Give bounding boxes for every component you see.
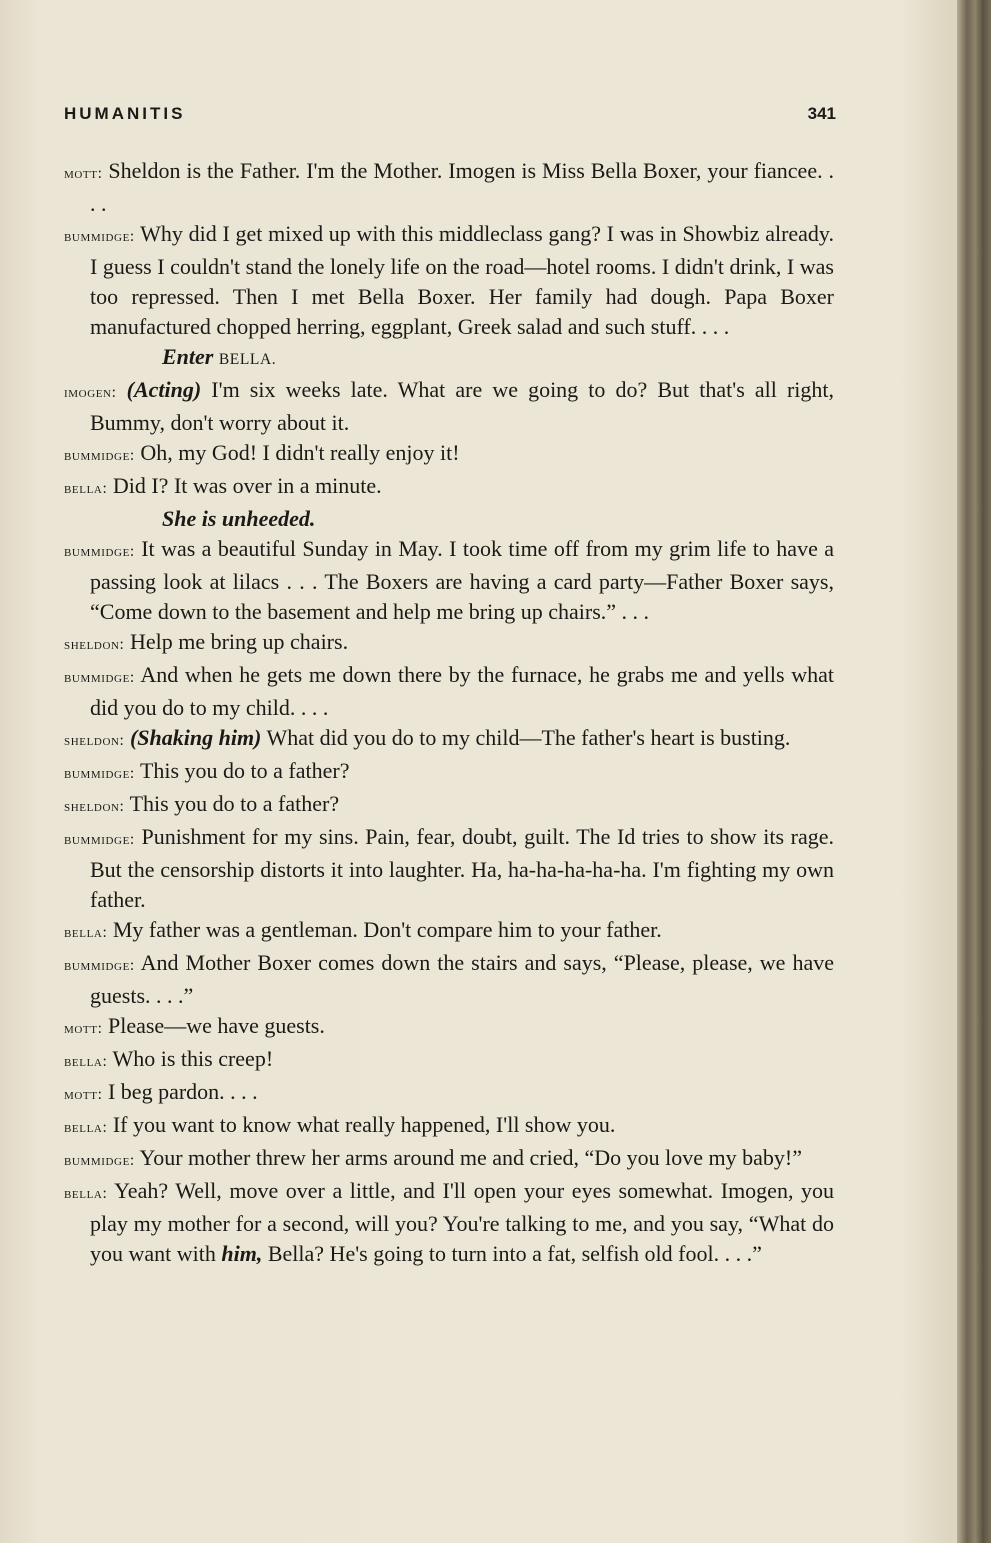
acting-direction: (Shaking him) xyxy=(129,725,262,750)
speaker-name: bummidge: xyxy=(64,669,135,686)
page-number: 341 xyxy=(807,104,836,123)
acting-direction: (Acting) xyxy=(126,377,202,402)
speech-text: Did I? It was over in a minute. xyxy=(112,473,382,498)
speaker-name: bummidge: xyxy=(64,957,135,974)
speaker-name: bella: xyxy=(64,1119,108,1136)
emphasized-word: him, xyxy=(221,1241,263,1266)
speech-bummidge xyxy=(64,948,834,1011)
speech-text: This you do to a father? xyxy=(129,791,340,816)
speech-bummidge xyxy=(64,660,834,723)
speaker-name: sheldon: xyxy=(64,798,125,815)
speech-mott xyxy=(64,1077,834,1110)
speech-bella xyxy=(64,1044,834,1077)
speech-text: I beg pardon. . . . xyxy=(107,1079,258,1104)
speech-mott xyxy=(64,1011,834,1044)
speaker-name: sheldon: xyxy=(64,732,125,749)
speech-sheldon xyxy=(64,723,834,756)
speaker-name: mott: xyxy=(64,165,103,182)
speech-text: Why did I get mixed up with this middleclass gang? I was in Showbiz already. I guess I couldn't stand the lonely life on the road—hotel rooms. I didn't drink, I was too repressed. Then I met Bella Boxer. Her family had dough. Papa Boxer manufactured chopped herring, eggplant, Greek salad and such stuff. . . . xyxy=(90,221,834,339)
speech-text: Punishment for my sins. Pain, fear, doubt, guilt. The Id tries to show its rage. But the censorship distorts it into laughter. Ha, ha-ha-ha-ha-ha. I'm fighting my own father. xyxy=(90,824,835,912)
speaker-name: bummidge: xyxy=(64,447,135,464)
speaker-name: bummidge: xyxy=(64,228,135,245)
speaker-name: bummidge: xyxy=(64,765,135,782)
speech-text: Sheldon is the Father. I'm the Mother. Imogen is Miss Bella Boxer, your fiancee. . . . xyxy=(90,158,835,216)
speaker-name: bummidge: xyxy=(64,1152,135,1169)
speech-bella xyxy=(64,1176,834,1269)
speech-bummidge xyxy=(64,219,834,342)
speech-text: I'm six weeks late. What are we going to do? But that's all right, Bummy, don't worry about it. xyxy=(90,377,835,435)
speech-bella xyxy=(64,471,834,504)
stage-direction-text: She is unheeded. xyxy=(162,506,316,531)
speech-text: Who is this creep! xyxy=(112,1046,274,1071)
speech-text: Your mother threw her arms around me and cried, “Do you love my baby!” xyxy=(139,1145,802,1170)
speech-text: Oh, my God! I didn't really enjoy it! xyxy=(140,440,460,465)
speech-bella xyxy=(64,1110,834,1143)
speaker-name: bella: xyxy=(64,1185,108,1202)
stage-direction xyxy=(64,504,834,534)
speaker-name: bella: xyxy=(64,480,108,497)
speech-text: Yeah? Well, move over a little, and I'll open your eyes somewhat. Imogen, you play my mother for a second, will you? You're talking to me, and you say, “What do you want with xyxy=(90,1178,835,1266)
speech-text: Bella? He's going to turn into a fat, selfish old fool. . . .” xyxy=(267,1241,762,1266)
speech-bummidge xyxy=(64,756,834,789)
stage-direction xyxy=(64,342,834,375)
speech-text: It was a beautiful Sunday in May. I took time off from my grim life to have a passing look at lilacs . . . The Boxers are having a card party—Father Boxer says, “Come down to the basement and help me bring up chairs.” . . . xyxy=(90,536,834,624)
speech-bummidge xyxy=(64,438,834,471)
stage-direction-text: Enter xyxy=(162,344,214,369)
speech-text: If you want to know what really happened, I'll show you. xyxy=(112,1112,616,1137)
speech-text: My father was a gentleman. Don't compare him to your father. xyxy=(112,917,662,942)
speaker-name: bella: xyxy=(64,924,108,941)
speech-bummidge xyxy=(64,1143,834,1176)
speech-sheldon xyxy=(64,789,834,822)
speaker-name: bummidge: xyxy=(64,831,135,848)
running-head: HUMANITIS xyxy=(64,104,186,123)
speaker-name: mott: xyxy=(64,1086,103,1103)
speech-text: And Mother Boxer comes down the stairs and says, “Please, please, we have guests. . . .” xyxy=(90,950,834,1008)
speaker-name: sheldon: xyxy=(64,636,125,653)
speech-text: And when he gets me down there by the furnace, he grabs me and yells what did you do to my child. . . . xyxy=(90,662,834,720)
speaker-name: imogen: xyxy=(64,384,117,401)
speech-text: What did you do to my child—The father's heart is busting. xyxy=(266,725,791,750)
speech-imogen xyxy=(64,375,834,438)
page-header xyxy=(64,104,836,130)
play-text xyxy=(64,156,834,1269)
speaker-name: mott: xyxy=(64,1020,103,1037)
speech-mott xyxy=(64,156,834,219)
speech-bummidge xyxy=(64,822,834,915)
speech-text: Please—we have guests. xyxy=(107,1013,325,1038)
speech-bummidge xyxy=(64,534,834,627)
speech-sheldon xyxy=(64,627,834,660)
speech-text: This you do to a father? xyxy=(139,758,350,783)
character-name: BELLA. xyxy=(218,351,277,368)
book-spine-shadow xyxy=(957,0,991,1543)
speaker-name: bella: xyxy=(64,1053,108,1070)
speech-text: Help me bring up chairs. xyxy=(129,629,349,654)
speaker-name: bummidge: xyxy=(64,543,135,560)
speech-bella xyxy=(64,915,834,948)
